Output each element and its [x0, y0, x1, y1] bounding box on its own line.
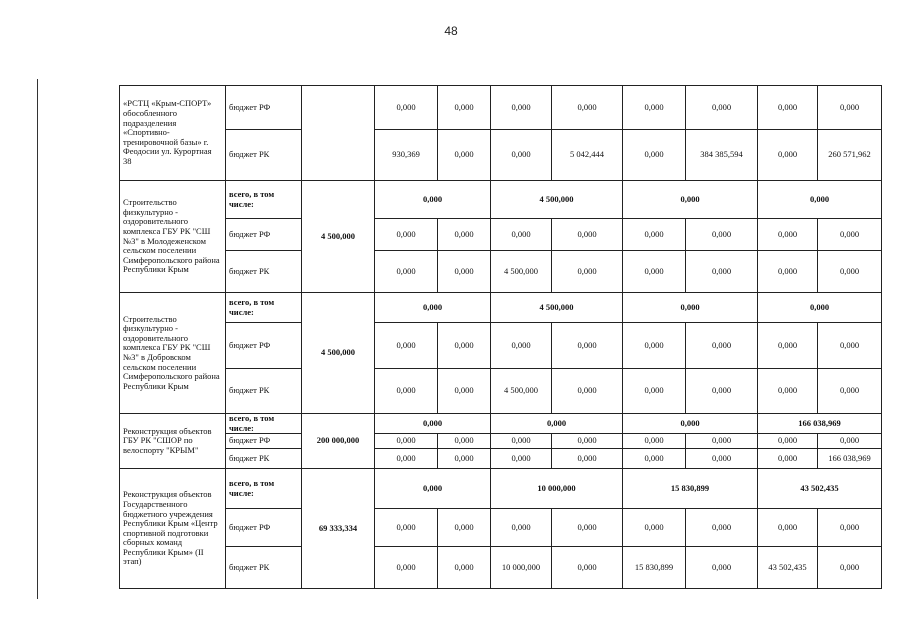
value-cell: 0,000: [438, 434, 491, 449]
value-cell: 0,000: [758, 509, 818, 547]
value-cell: 0,000: [623, 251, 686, 293]
table-row: [120, 323, 882, 369]
value-cell: 384 385,594: [686, 130, 758, 181]
value-cell: 0,000: [818, 251, 882, 293]
value-cell: 0,000: [623, 219, 686, 251]
value-cell: 0,000: [758, 251, 818, 293]
year-total-cell: 0,000: [623, 293, 758, 323]
value-cell: 0,000: [818, 369, 882, 414]
value-cell: 0,000: [375, 509, 438, 547]
value-cell: 0,000: [623, 434, 686, 449]
table-row: [120, 434, 882, 449]
value-cell: 0,000: [438, 449, 491, 469]
table-row: [120, 509, 882, 547]
value-cell: 0,000: [375, 449, 438, 469]
object-total: 69 333,334: [302, 469, 375, 589]
value-cell: 0,000: [552, 449, 623, 469]
table-row: [120, 414, 882, 434]
year-total-cell: 4 500,000: [491, 181, 623, 219]
year-total-cell: 0,000: [375, 414, 491, 434]
source-label-rf: бюджет РФ: [226, 509, 302, 547]
source-label-rk: бюджет РК: [226, 130, 302, 181]
value-cell: 0,000: [375, 323, 438, 369]
value-cell: 0,000: [552, 251, 623, 293]
value-cell: 0,000: [623, 130, 686, 181]
year-total-cell: 0,000: [375, 181, 491, 219]
value-cell: 0,000: [818, 434, 882, 449]
value-cell: 0,000: [686, 369, 758, 414]
value-cell: 0,000: [491, 219, 552, 251]
year-total-cell: 0,000: [758, 293, 882, 323]
object-total: 200 000,000: [302, 414, 375, 469]
value-cell: 0,000: [552, 369, 623, 414]
value-cell: 0,000: [375, 369, 438, 414]
year-total-cell: 0,000: [375, 293, 491, 323]
year-total-cell: 0,000: [623, 414, 758, 434]
value-cell: 0,000: [758, 449, 818, 469]
value-cell: 0,000: [686, 547, 758, 589]
object-name: Строительство физкультурно - оздоровительного комплекса ГБУ РК "СШ №3" в Молодеженском сельском поселении Симферопольского района Республики Крым: [120, 181, 226, 293]
object-name: «РСТЦ «Крым-СПОРТ» обособленного подразделения «Спортивно-тренировочной базы» г. Феодосии ул. Курортная 38: [120, 86, 226, 181]
value-cell: 0,000: [491, 86, 552, 130]
value-cell: 0,000: [375, 251, 438, 293]
value-cell: 0,000: [375, 434, 438, 449]
value-cell: 260 571,962: [818, 130, 882, 181]
table-row: [120, 130, 882, 181]
object-total: 4 500,000: [302, 293, 375, 414]
year-total-cell: 10 000,000: [491, 469, 623, 509]
value-cell: 0,000: [375, 86, 438, 130]
value-cell: 0,000: [818, 547, 882, 589]
table-row: [120, 251, 882, 293]
value-cell: 10 000,000: [491, 547, 552, 589]
value-cell: 0,000: [491, 434, 552, 449]
year-total-cell: 0,000: [491, 414, 623, 434]
value-cell: 5 042,444: [552, 130, 623, 181]
source-label-all: всего, в том числе:: [226, 414, 302, 434]
value-cell: 0,000: [686, 323, 758, 369]
value-cell: 0,000: [491, 323, 552, 369]
value-cell: 0,000: [552, 509, 623, 547]
value-cell: 43 502,435: [758, 547, 818, 589]
year-total-cell: 166 038,969: [758, 414, 882, 434]
value-cell: 166 038,969: [818, 449, 882, 469]
value-cell: 0,000: [552, 219, 623, 251]
value-cell: 0,000: [491, 130, 552, 181]
value-cell: 0,000: [438, 323, 491, 369]
margin-line: [37, 79, 38, 599]
year-total-cell: 0,000: [375, 469, 491, 509]
source-label-all: всего, в том числе:: [226, 181, 302, 219]
source-label-rf: бюджет РФ: [226, 323, 302, 369]
value-cell: 0,000: [818, 86, 882, 130]
year-total-cell: 0,000: [623, 181, 758, 219]
value-cell: 0,000: [758, 434, 818, 449]
value-cell: 0,000: [552, 323, 623, 369]
value-cell: 0,000: [758, 323, 818, 369]
source-label-rf: бюджет РФ: [226, 86, 302, 130]
value-cell: 0,000: [438, 86, 491, 130]
object-name: Реконструкция объектов ГБУ РК "СШОР по велоспорту "КРЫМ": [120, 414, 226, 469]
value-cell: 0,000: [623, 369, 686, 414]
value-cell: 0,000: [491, 449, 552, 469]
source-label-all: всего, в том числе:: [226, 469, 302, 509]
value-cell: 0,000: [438, 369, 491, 414]
year-total-cell: 15 830,899: [623, 469, 758, 509]
year-total-cell: 0,000: [758, 181, 882, 219]
value-cell: 0,000: [438, 251, 491, 293]
source-label-rk: бюджет РК: [226, 251, 302, 293]
page-number: 48: [444, 24, 458, 38]
value-cell: 0,000: [686, 86, 758, 130]
value-cell: 0,000: [552, 547, 623, 589]
value-cell: 0,000: [375, 219, 438, 251]
table-row: [120, 181, 882, 219]
value-cell: 0,000: [758, 130, 818, 181]
object-total: [302, 86, 375, 181]
source-label-rf: бюджет РФ: [226, 219, 302, 251]
value-cell: 930,369: [375, 130, 438, 181]
source-label-rf: бюджет РФ: [226, 434, 302, 449]
year-total-cell: 43 502,435: [758, 469, 882, 509]
object-name: Строительство физкультурно - оздоровительного комплекса ГБУ РК "СШ №3" в Добровском сельском поселении Симферопольского района Республики Крым: [120, 293, 226, 414]
budget-table: [119, 85, 882, 589]
value-cell: 0,000: [491, 509, 552, 547]
value-cell: 0,000: [623, 323, 686, 369]
value-cell: 0,000: [686, 434, 758, 449]
value-cell: 0,000: [438, 130, 491, 181]
value-cell: 0,000: [758, 219, 818, 251]
value-cell: 0,000: [758, 86, 818, 130]
value-cell: 0,000: [758, 369, 818, 414]
value-cell: 0,000: [686, 251, 758, 293]
value-cell: 0,000: [623, 449, 686, 469]
value-cell: 0,000: [686, 219, 758, 251]
value-cell: 15 830,899: [623, 547, 686, 589]
object-total: 4 500,000: [302, 181, 375, 293]
value-cell: 0,000: [818, 323, 882, 369]
value-cell: 0,000: [375, 547, 438, 589]
value-cell: 0,000: [818, 219, 882, 251]
value-cell: 0,000: [623, 509, 686, 547]
table-row: [120, 469, 882, 509]
value-cell: 0,000: [438, 509, 491, 547]
source-label-rk: бюджет РК: [226, 369, 302, 414]
object-name: Реконструкция объектов Государственного бюджетного учреждения Республики Крым «Центр спортивной подготовки сборных команд Республики Крым» (II этап): [120, 469, 226, 589]
table-row: [120, 293, 882, 323]
table-row: [120, 449, 882, 469]
value-cell: 4 500,000: [491, 251, 552, 293]
value-cell: 0,000: [552, 86, 623, 130]
value-cell: 0,000: [438, 219, 491, 251]
source-label-rk: бюджет РК: [226, 449, 302, 469]
source-label-rk: бюджет РК: [226, 547, 302, 589]
value-cell: 0,000: [686, 449, 758, 469]
table-row: [120, 219, 882, 251]
table-row: [120, 369, 882, 414]
table-row: [120, 547, 882, 589]
year-total-cell: 4 500,000: [491, 293, 623, 323]
value-cell: 0,000: [552, 434, 623, 449]
value-cell: 0,000: [818, 509, 882, 547]
source-label-all: всего, в том числе:: [226, 293, 302, 323]
table-row: [120, 86, 882, 130]
value-cell: 0,000: [438, 547, 491, 589]
value-cell: 4 500,000: [491, 369, 552, 414]
value-cell: 0,000: [686, 509, 758, 547]
value-cell: 0,000: [623, 86, 686, 130]
